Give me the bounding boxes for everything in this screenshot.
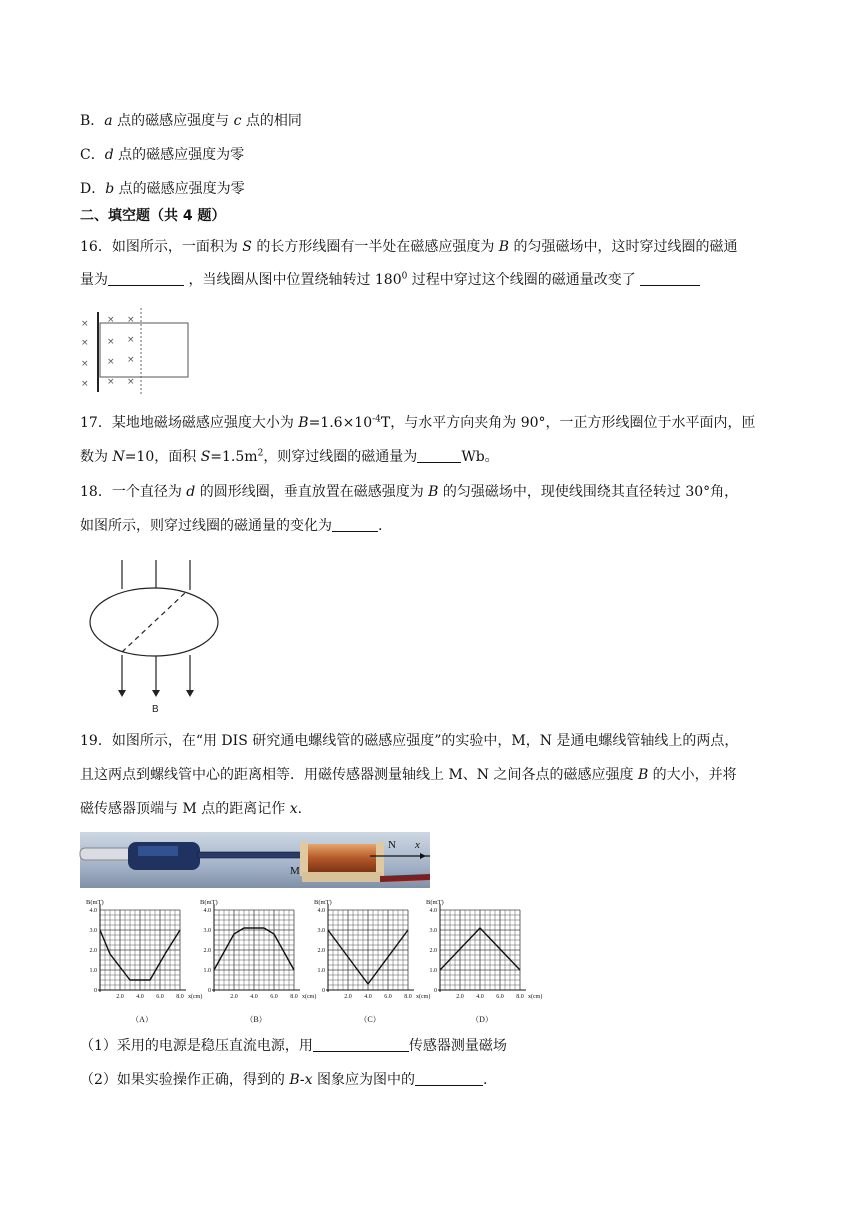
x-tick-label: 2.0	[456, 994, 464, 1000]
x-tick-label: 4.0	[364, 994, 372, 1000]
variable: x	[289, 801, 298, 817]
y-tick-label: 3.0	[89, 928, 97, 934]
superscript: -4	[372, 414, 381, 425]
svg-text:×: ×	[81, 379, 89, 389]
q17-text: =1.5m	[210, 449, 258, 465]
y-tick-label: 1.0	[317, 968, 325, 974]
q19-text: 如图所示，在“用 DIS 研究通电螺线管的磁感应强度”的实验中，M，N 是通电螺线管轴线上的两点，	[111, 733, 739, 749]
x-axis-label: x(cm)	[302, 994, 317, 1000]
answer-blank[interactable]	[417, 448, 461, 463]
sensor-probe	[198, 852, 306, 858]
y-tick-label: 2.0	[89, 948, 97, 954]
q16-text: 的长方形线圈有一半处在磁感应强度为	[251, 239, 499, 255]
solenoid	[306, 844, 378, 872]
option-label: D．	[80, 181, 106, 197]
y-tick-label: 4.0	[429, 908, 437, 914]
variable: d	[186, 484, 196, 500]
q19-text: 的大小，并将	[648, 767, 737, 783]
x-axis-label: x	[415, 839, 420, 851]
bx-graph-a	[82, 896, 203, 1026]
y-tick-label: 0	[322, 988, 325, 994]
svg-text:×: ×	[107, 337, 115, 347]
q19-text: .	[483, 1072, 488, 1088]
variable: b	[105, 181, 115, 197]
x-tick-label: 8.0	[176, 994, 184, 1000]
y-tick-label: 0	[94, 988, 97, 994]
x-tick-label: 4.0	[250, 994, 258, 1000]
svg-text:×: ×	[107, 357, 115, 367]
q18-text: 一个直径为	[111, 484, 187, 500]
q17-text: 某地地磁场磁感应强度大小为	[111, 415, 299, 431]
y-tick-label: 1.0	[203, 968, 211, 974]
question-number: 17．	[80, 415, 112, 431]
y-tick-label: 3.0	[429, 928, 437, 934]
y-tick-label: 0	[208, 988, 211, 994]
q18-text: 的圆形线圈，垂直放置在磁感强度为	[195, 484, 429, 500]
q17-text: Wb。	[461, 449, 499, 465]
q16-text: 量为	[80, 272, 108, 288]
y-tick-label: 3.0	[203, 928, 211, 934]
variable: B	[428, 484, 439, 500]
x-tick-label: 4.0	[136, 994, 144, 1000]
q16-text: 过程中穿过这个线圈的磁通量改变了	[407, 272, 641, 288]
option-text: 点的相同	[241, 113, 302, 129]
q18-text: 的匀强磁场中，现使线围绕其直径转过 30°角，	[438, 484, 739, 500]
q19-line3	[80, 799, 302, 819]
q19-sub2	[80, 1070, 487, 1090]
arrow-heads	[118, 690, 194, 697]
solenoid-base	[302, 872, 382, 882]
option-label: C．	[80, 147, 105, 163]
x-tick-label: 2.0	[344, 994, 352, 1000]
circular-coil	[90, 588, 218, 656]
x-tick-label: 8.0	[290, 994, 298, 1000]
svg-text:×: ×	[127, 335, 135, 345]
question-number: 18．	[80, 484, 112, 500]
q19-text: （1）采用的电源是稳压直流电源，用	[80, 1038, 313, 1054]
y-axis-label: B(mT)	[314, 899, 332, 906]
option-d	[80, 179, 245, 199]
superscript: 0	[401, 271, 408, 282]
variable: a	[104, 113, 113, 129]
q16-text: 的匀强磁场中，这时穿过线圈的磁通	[509, 239, 738, 255]
x-tick-label: 4.0	[476, 994, 484, 1000]
variable: S	[200, 449, 211, 465]
q18-text: 如图所示，则穿过线圈的磁通量的变化为	[80, 518, 332, 534]
y-tick-label: 0	[434, 988, 437, 994]
graph-option-label: （B）	[245, 1015, 267, 1024]
q17-text: =10，面积	[124, 449, 201, 465]
y-tick-label: 3.0	[317, 928, 325, 934]
graph-option-label: （D）	[471, 1015, 493, 1024]
answer-blank[interactable]	[108, 271, 184, 286]
x-axis-label: x(cm)	[188, 994, 203, 1000]
section-heading	[80, 206, 226, 226]
q16-line1	[80, 237, 738, 257]
y-tick-label: 4.0	[317, 908, 325, 914]
x-tick-label: 6.0	[384, 994, 392, 1000]
y-axis-label: B(mT)	[200, 899, 218, 906]
q19-text: .	[297, 801, 303, 817]
bx-graph-b	[196, 896, 317, 1026]
svg-text:×: ×	[81, 359, 89, 369]
svg-text:×: ×	[107, 377, 115, 387]
q19-text: 传感器测量磁场	[408, 1038, 507, 1054]
graph-option-label: （A）	[131, 1015, 153, 1024]
bx-graph-c	[310, 896, 431, 1026]
q19-line1	[80, 731, 738, 751]
q17-line1	[80, 413, 756, 433]
q18-coil-figure	[86, 560, 226, 716]
answer-blank[interactable]	[332, 517, 378, 532]
q19-text: 图象应为图中的	[312, 1072, 415, 1088]
svg-text:×: ×	[81, 319, 89, 329]
y-tick-label: 2.0	[203, 948, 211, 954]
option-text: 点的磁感应强度为零	[113, 147, 245, 163]
q17-text: T，与水平方向夹角为 90°，一正方形线圈位于水平面内，匝	[380, 415, 756, 431]
y-tick-label: 1.0	[429, 968, 437, 974]
y-axis-label: B(mT)	[86, 899, 104, 906]
point-n-label: N	[388, 839, 396, 851]
x-tick-label: 2.0	[230, 994, 238, 1000]
question-number: 16．	[80, 239, 112, 255]
svg-text:×: ×	[81, 338, 89, 348]
option-b	[80, 111, 302, 131]
superscript: 2	[257, 448, 264, 459]
y-tick-label: 1.0	[89, 968, 97, 974]
variable: S	[242, 239, 252, 255]
graph-option-label: （C）	[359, 1015, 381, 1024]
y-tick-label: 2.0	[429, 948, 437, 954]
x-tick-label: 8.0	[404, 994, 412, 1000]
q17-text: =1.6×10	[308, 415, 373, 431]
q19-text: 且这两点到螺线管中心的距离相等．用磁传感器测量轴线上 M、N 之间各点的磁感应强度	[80, 767, 638, 783]
option-text: 点的磁感应强度为零	[114, 181, 245, 197]
svg-text:×: ×	[127, 355, 135, 365]
q16-coil-figure	[78, 308, 194, 396]
q19-line2	[80, 765, 737, 785]
variable: B	[498, 239, 510, 255]
svg-text:×: ×	[127, 315, 135, 325]
x-tick-label: 8.0	[516, 994, 524, 1000]
option-text: 点的磁感应强度与	[112, 113, 234, 129]
q19-text: （2）如果实验操作正确，得到的	[80, 1072, 290, 1088]
q19-sub1	[80, 1036, 507, 1056]
field-cross-marks	[81, 315, 135, 389]
option-c	[80, 145, 244, 165]
field-label: B	[152, 704, 159, 715]
q17-text: 数为	[80, 449, 113, 465]
variable: c	[233, 113, 242, 129]
x-tick-label: 6.0	[496, 994, 504, 1000]
solenoid-apparatus-photo	[80, 832, 430, 888]
y-tick-label: 2.0	[317, 948, 325, 954]
x-axis-label: x(cm)	[528, 994, 543, 1000]
coil-diameter	[122, 592, 186, 652]
x-tick-label: 6.0	[156, 994, 164, 1000]
variable: B	[637, 767, 649, 783]
q18-line1	[80, 482, 738, 502]
y-tick-label: 4.0	[203, 908, 211, 914]
x-tick-label: 6.0	[270, 994, 278, 1000]
svg-text:×: ×	[107, 315, 115, 325]
q16-text: 如图所示，一面积为	[111, 239, 243, 255]
variable: N	[112, 449, 125, 465]
q17-line2	[80, 447, 499, 467]
y-tick-label: 4.0	[89, 908, 97, 914]
coil-rectangle	[100, 323, 188, 377]
x-axis-label: x(cm)	[416, 994, 431, 1000]
point-m-label: M	[290, 865, 300, 877]
answer-blank[interactable]	[640, 271, 700, 286]
q16-text: ，当线圈从图中位置绕轴转过 180	[184, 272, 402, 288]
x-tick-label: 2.0	[116, 994, 124, 1000]
q18-text: .	[378, 518, 383, 534]
q16-line2	[80, 270, 700, 290]
option-label: B．	[80, 113, 105, 129]
svg-text:×: ×	[127, 377, 135, 387]
variable: d	[104, 147, 114, 163]
bx-graph-d	[422, 896, 543, 1026]
y-axis-label: B(mT)	[426, 899, 444, 906]
q17-text: ，则穿过线圈的磁通量为	[263, 449, 418, 465]
answer-blank[interactable]	[415, 1071, 483, 1086]
variable: B-x	[289, 1072, 313, 1088]
q19-text: 磁传感器顶端与 M 点的距离记作	[80, 801, 290, 817]
question-number: 19．	[80, 733, 112, 749]
section-title: 二、填空题（共 4 题）	[80, 208, 226, 224]
q18-line2	[80, 516, 382, 536]
answer-blank[interactable]	[313, 1037, 409, 1052]
variable: B	[298, 415, 309, 431]
